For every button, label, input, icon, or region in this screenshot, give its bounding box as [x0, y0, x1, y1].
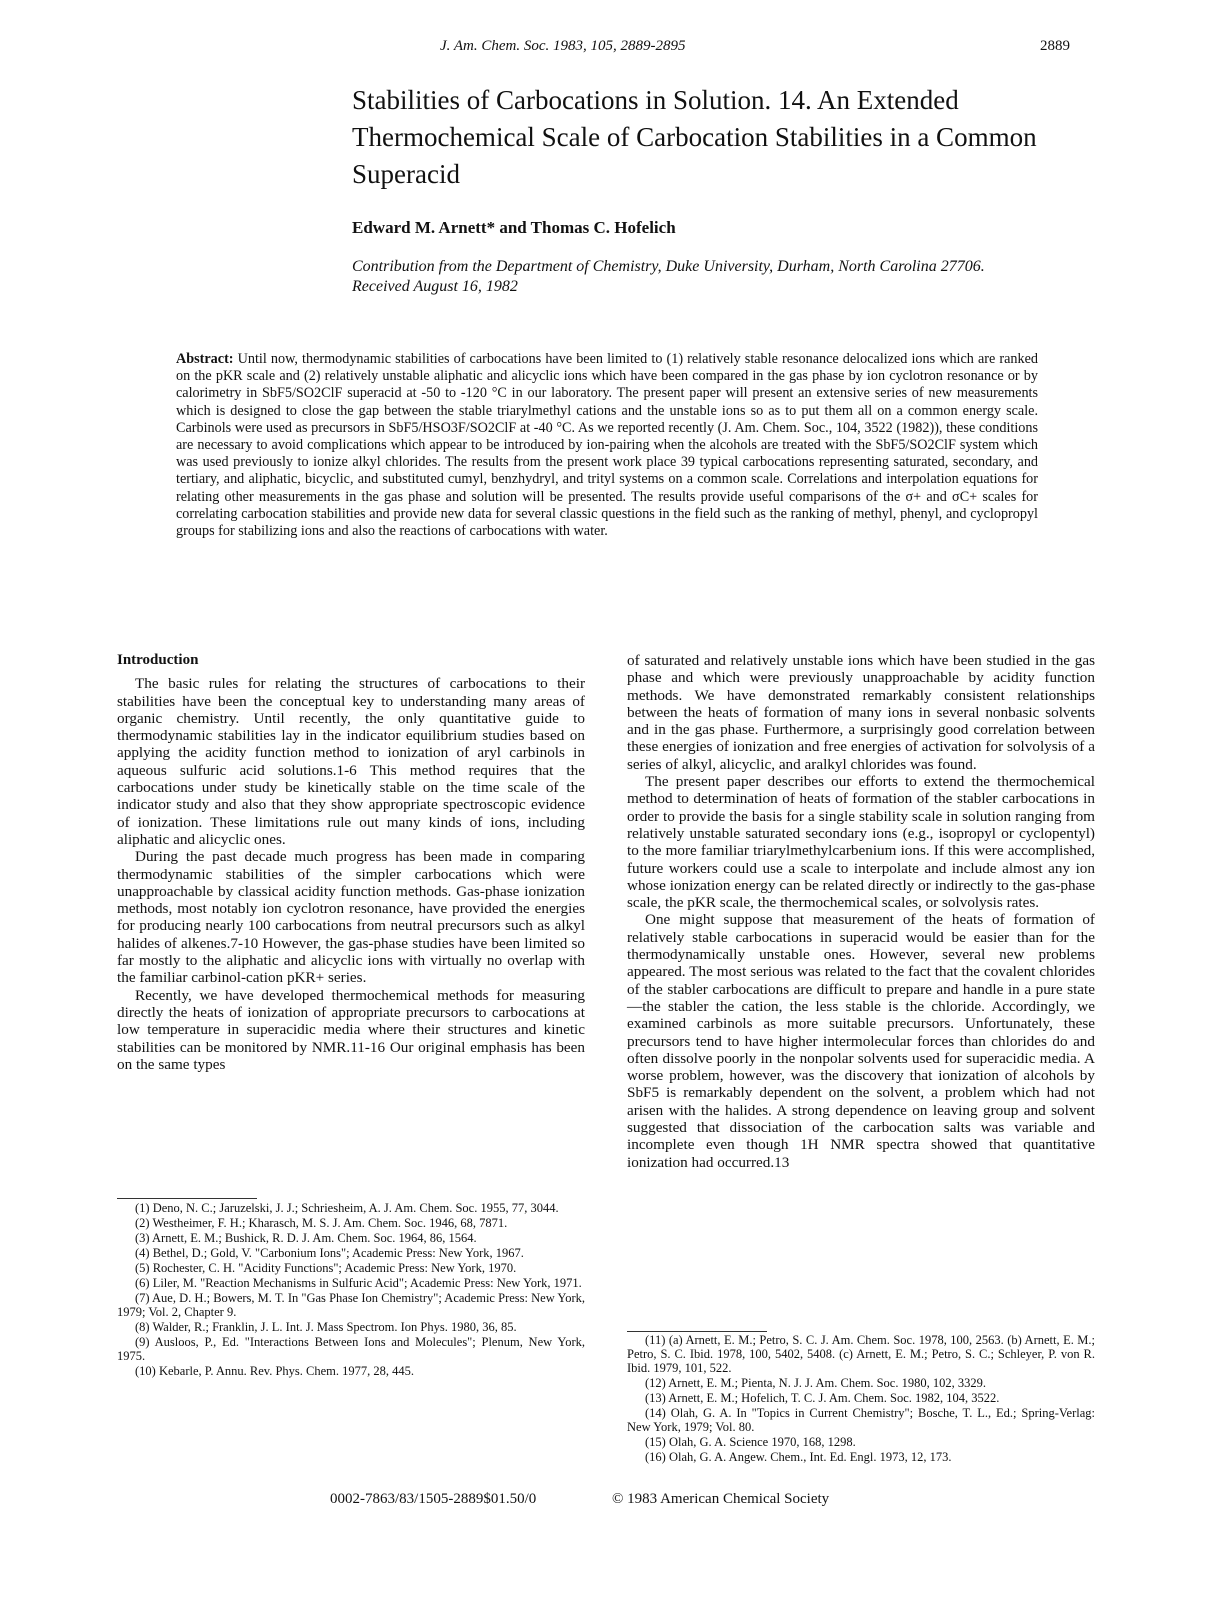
- abstract-text: Until now, thermodynamic stabilities of carbocations have been limited to (1) relatively stable resonance delocalized ions which are ranked on the pKR scale and (2) relatively unstable aliphatic and alicyclic ions which have been compared in the gas phase by ion cyclotron resonance or by calorimetry in SbF5/SO2ClF superacid at -50 to -120 °C in our laboratory. The present paper will present an extensive series of new measurements which is designed to close the gap between the stable triarylmethyl cations and the unstable ions so as to put them all on a common energy scale. Carbinols were used as precursors in SbF5/HSO3F/SO2ClF at -40 °C. As we reported recently (J. Am. Chem. Soc., 104, 3522 (1982)), these conditions are necessary to avoid complications which appear to be introduced by ion-pairing when the alcohols are treated with the SbF5/SO2ClF system which was used previously to ionize alkyl chlorides. The results from the present work place 39 typical carbocations representing saturated, secondary, and tertiary, and aliphatic, bicyclic, and substituted cumyl, benzhydryl, and trityl systems on a common scale. Correlations and interpolation equations for relating other measurements in the gas phase and solution will be presented. The results provide useful comparisons of the σ+ and σC+ scales for correlating carbocation stabilities and provide new data for several classic questions in the field such as the ranking of methyl, phenyl, and cyclopropyl groups for stabilizing ions and also the reactions of carbocations with water.: [176, 351, 1038, 540]
- footnote: (12) Arnett, E. M.; Pienta, N. J. J. Am. Chem. Soc. 1980, 102, 3329.: [645, 1376, 986, 1390]
- article-title: Stabilities of Carbocations in Solution. 14. An Extended Thermochemical Scale of Carbocation Stabilities in a Common Superacid: [352, 85, 1037, 189]
- body-paragraph: The present paper describes our efforts to extend the thermochemical method to determination of heats of formation of the stabler carbocations in order to provide the basis for a single stability scale in solution ranging from relatively unstable saturated secondary ions (e.g., isopropyl or cyclopentyl) to the more familiar triarylmethylcarbenium ions. If this were accomplished, future workers could use a scale to interpolate and include almost any ion whose ionization energy can be related directly or indirectly to the gas-phase scale, the pKR scale, the thermochemical scales, or solvolysis rates.: [627, 773, 1095, 912]
- footnote: (9) Ausloos, P., Ed. "Interactions Between Ions and Molecules"; Plenum, New York, 1975.: [117, 1335, 585, 1363]
- body-column-right: [627, 652, 1095, 1171]
- footnote-divider: [627, 1331, 767, 1332]
- footnote: (10) Kebarle, P. Annu. Rev. Phys. Chem. 1977, 28, 445.: [135, 1364, 415, 1378]
- article-authors: Edward M. Arnett* and Thomas C. Hofelich: [352, 218, 676, 237]
- footnote: (13) Arnett, E. M.; Hofelich, T. C. J. Am. Chem. Soc. 1982, 104, 3522.: [645, 1391, 1000, 1405]
- footnote: (15) Olah, G. A. Science 1970, 168, 1298.: [645, 1435, 856, 1449]
- footnote: (1) Deno, N. C.; Jaruzelski, J. J.; Schriesheim, A. J. Am. Chem. Soc. 1955, 77, 3044.: [135, 1201, 559, 1215]
- footnote: (11) (a) Arnett, E. M.; Petro, S. C. J. Am. Chem. Soc. 1978, 100, 2563. (b) Arnett, E. M.; Petro, S. C. Ibid. 1978, 100, 5402, 5408. (c) Arnett, E. M.; Petro, S. C.; Schleyer, P. von R. Ibid. 1979, 101, 522.: [627, 1333, 1095, 1375]
- footnote: (14) Olah, G. A. In "Topics in Current Chemistry"; Bosche, T. L., Ed.; Spring-Verlag: New York, 1979; Vol. 80.: [627, 1406, 1095, 1434]
- footnote: (7) Aue, D. H.; Bowers, M. T. In "Gas Phase Ion Chemistry"; Academic Press: New York, 1979; Vol. 2, Chapter 9.: [117, 1291, 585, 1319]
- body-column-left: [117, 652, 585, 1073]
- body-paragraph: of saturated and relatively unstable ions which have been studied in the gas phase and which were previously unapproachable by acidity function methods. We have demonstrated remarkably consistent relationships between the heats of formation of many ions in several nonbasic solvents and in the gas phase. Furthermore, a surprisingly good correlation between these energies of ionization and free energies of activation for solvolysis of a series of alkyl, alicyclic, and aralkyl chlorides was found.: [627, 652, 1095, 773]
- footnote: (3) Arnett, E. M.; Bushick, R. D. J. Am. Chem. Soc. 1964, 86, 1564.: [135, 1231, 477, 1245]
- body-paragraph: Recently, we have developed thermochemical methods for measuring directly the heats of ionization of appropriate precursors to carbocations at low temperature in superacidic media where their structures and kinetic stabilities can be monitored by NMR.11-16 Our original emphasis has been on the same types: [117, 986, 585, 1073]
- footnote: (6) Liler, M. "Reaction Mechanisms in Sulfuric Acid"; Academic Press: New York, 1971.: [135, 1276, 582, 1290]
- body-paragraph: One might suppose that measurement of the heats of formation of relatively stable carbocations in superacid would be easier than for the thermodynamically unstable ones. However, several new problems appeared. The most serious was related to the fact that the covalent chlorides of the stabler carbocations are difficult to prepare and handle in a pure state—the stabler the cation, the less stable is the chloride. Accordingly, we examined carbinols as more suitable precursors. Unfortunately, these precursors tend to have higher intermolecular forces than chlorides do and often dissolve poorly in the nonpolar solvents used for superacidic media. A worse problem, however, was the discovery that ionization of alcohols by SbF5 is remarkably dependent on the solvent, a problem which had not arisen with the halides. A strong dependence on leaving group and solvent suggested that dissociation of the carbocation salts was variable and incomplete even though 1H NMR spectra showed that quantitative ionization had occurred.13: [627, 911, 1095, 1171]
- body-paragraph: The basic rules for relating the structures of carbocations to their stabilities have been the conceptual key to understanding many areas of organic chemistry. Until recently, the only quantitative guide to thermodynamic stabilities lay in the indicator equilibrium studies based on applying the acidity function method to ionization of aryl carbinols in aqueous sulfuric acid solutions.1-6 This method requires that the carbocations under study be kinetically stable on the time scale of the indicator study and also that they show appropriate spectroscopic evidence of ionization. These limitations rule out many kinds of ions, including aliphatic and alicyclic ones.: [117, 675, 585, 848]
- article-code: 0002-7863/83/1505-2889$01.50/0: [330, 1491, 537, 1507]
- body-paragraph: During the past decade much progress has been made in comparing thermodynamic stabilities of the simpler carbocations which were unapproachable by classical acidity function methods. Gas-phase ionization methods, most notably ion cyclotron resonance, have provided the energies for producing nearly 100 carbocations from neutral precursors such as alkyl halides of alkenes.7-10 However, the gas-phase studies have been limited so far mostly to the aliphatic and alicyclic ions with virtually no overlap with the familiar carbinol-cation pKR+ series.: [117, 848, 585, 987]
- section-heading-introduction: Introduction: [117, 652, 199, 668]
- page-number: 2889: [1040, 38, 1070, 54]
- footnote-divider: [117, 1198, 257, 1199]
- footnotes-right: [627, 1333, 1095, 1465]
- copyright: © 1983 American Chemical Society: [612, 1491, 830, 1507]
- article-affiliation: Contribution from the Department of Chemistry, Duke University, Durham, North Carolina 27706. Received August 16, 1982: [352, 258, 985, 295]
- footnote: (5) Rochester, C. H. "Acidity Functions"; Academic Press: New York, 1970.: [135, 1261, 517, 1275]
- footnote: (16) Olah, G. A. Angew. Chem., Int. Ed. Engl. 1973, 12, 173.: [645, 1450, 952, 1464]
- footnotes-left: [117, 1201, 585, 1379]
- journal-citation: J. Am. Chem. Soc. 1983, 105, 2889-2895: [440, 38, 686, 54]
- footnote: (2) Westheimer, F. H.; Kharasch, M. S. J. Am. Chem. Soc. 1946, 68, 7871.: [135, 1216, 508, 1230]
- footnote: (4) Bethel, D.; Gold, V. "Carbonium Ions"; Academic Press: New York, 1967.: [135, 1246, 524, 1260]
- abstract: [176, 351, 1038, 540]
- abstract-label: Abstract:: [176, 351, 234, 367]
- footnote: (8) Walder, R.; Franklin, J. L. Int. J. Mass Spectrom. Ion Phys. 1980, 36, 85.: [135, 1320, 517, 1334]
